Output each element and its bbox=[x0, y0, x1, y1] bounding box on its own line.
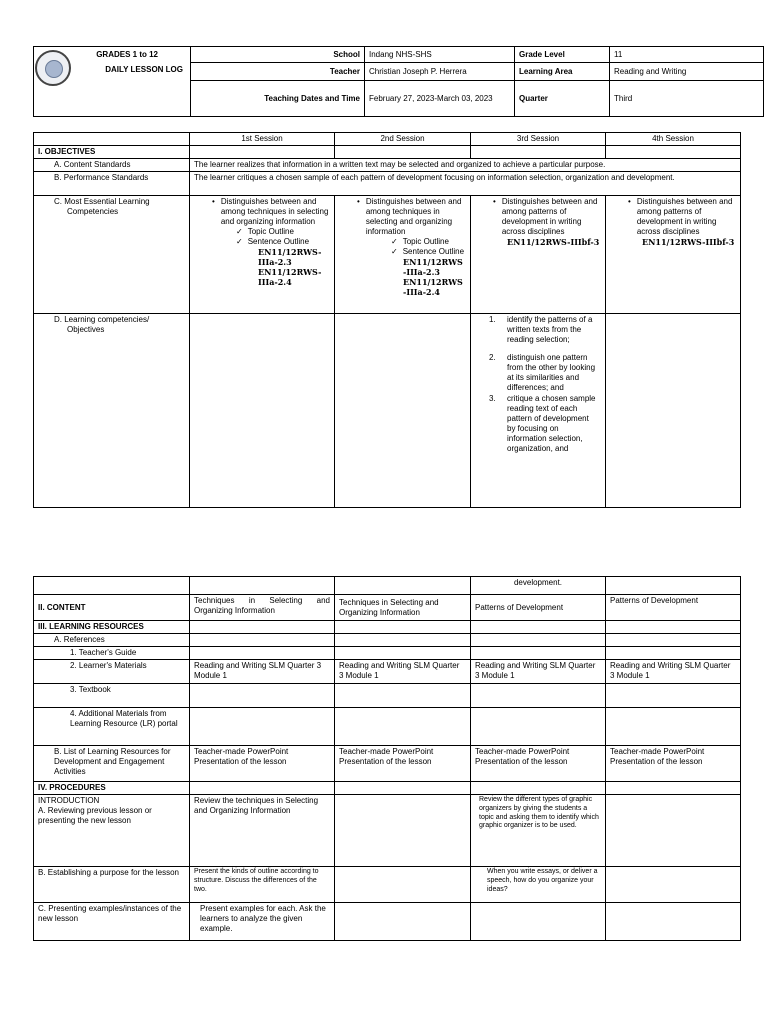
dates-value: February 27, 2023-March 03, 2023 bbox=[365, 81, 515, 117]
content-session-1: Techniques in Selecting and Organizing Information bbox=[190, 595, 335, 621]
references-label: A. References bbox=[34, 634, 190, 647]
list-of-resources-session-1: Teacher-made PowerPoint Presentation of the lesson bbox=[190, 746, 335, 782]
performance-standards-label: B. Performance Standards bbox=[34, 172, 190, 196]
melc-session-4: • Distinguishes between and among patterns of development in writing across disciplines EN11/12RWS-IIIbf-3 bbox=[606, 196, 741, 314]
objective-item-2: 2. distinguish one pattern from the other by looking at its similarities and differences; and bbox=[489, 353, 596, 392]
melc-2-text: Distinguishes between and among techniques in selecting and organizing information bbox=[365, 197, 462, 236]
melc-session-3: • Distinguishes between and among patterns of development in writing across disciplines EN11/12RWS-IIIbf-3 bbox=[471, 196, 606, 314]
melc-1-check-1: Topic Outline bbox=[247, 227, 294, 236]
content-session-3: Patterns of Development bbox=[471, 595, 606, 621]
content-session-2: Techniques in Selecting and Organizing Information bbox=[335, 595, 471, 621]
quarter-label: Quarter bbox=[515, 81, 610, 117]
melc-label bbox=[34, 196, 190, 314]
school-label: School bbox=[191, 47, 365, 63]
reviewing-lesson-label bbox=[34, 795, 190, 867]
learning-competencies-label-line2: Objectives bbox=[67, 325, 105, 334]
learning-objectives-session-3 bbox=[471, 314, 606, 508]
header-title-dll: DAILY LESSON LOG bbox=[105, 65, 183, 74]
header-title-grades: GRADES 1 to 12 bbox=[96, 50, 158, 59]
continued-text: development. bbox=[471, 577, 606, 595]
content-label: II. CONTENT bbox=[34, 595, 190, 621]
textbook-label: 3. Textbook bbox=[34, 684, 190, 708]
melc-session-2: • Distinguishes between and among techniques in selecting and organizing information ✓ Topic Outline ✓ Sentence Outline EN11/12RWS -IIIa-2.3 EN11/12RWS -IIIa-2.4 bbox=[335, 196, 471, 314]
procedures-label: IV. PROCEDURES bbox=[34, 782, 190, 795]
learning-resources-label: III. LEARNING RESOURCES bbox=[34, 621, 190, 634]
list-of-resources-session-2: Teacher-made PowerPoint Presentation of the lesson bbox=[335, 746, 471, 782]
learners-materials-label: 2. Learner's Materials bbox=[34, 660, 190, 684]
melc-2-code: EN11/12RWS -IIIa-2.3 EN11/12RWS -IIIa-2.4 bbox=[403, 257, 463, 297]
objectives-heading: I. OBJECTIVES bbox=[34, 146, 190, 159]
area-label: Learning Area bbox=[515, 63, 610, 81]
melc-3-text: Distinguishes between and among patterns of development in writing across disciplines bbox=[501, 197, 598, 236]
learners-materials-session-1: Reading and Writing SLM Quarter 3 Module 1 bbox=[190, 660, 335, 684]
procedures-table bbox=[33, 576, 741, 941]
learners-materials-session-4: Reading and Writing SLM Quarter 3 Module 1 bbox=[606, 660, 741, 684]
melc-2-check-2: Sentence Outline bbox=[402, 247, 465, 256]
performance-standards-text: The learner critiques a chosen sample of each pattern of development focusing on information selection, organization and development. bbox=[190, 172, 741, 196]
content-session-4: Patterns of Development bbox=[606, 595, 741, 621]
list-of-resources-label: B. List of Learning Resources for Development and Engagement Activities bbox=[34, 746, 190, 782]
melc-4-code: EN11/12RWS-IIIbf-3 bbox=[642, 237, 735, 247]
reviewing-session-3: Review the different types of graphic organizers by giving the students a topic and asking them to identify which graphic organizer is to be used. bbox=[471, 795, 606, 867]
introduction-label: INTRODUCTION bbox=[38, 796, 100, 805]
grade-label: Grade Level bbox=[515, 47, 610, 63]
list-of-resources-session-4: Teacher-made PowerPoint Presentation of the lesson bbox=[606, 746, 741, 782]
header-title-cell bbox=[34, 47, 191, 117]
reviewing-session-1: Review the techniques in Selecting and Organizing Information bbox=[190, 795, 335, 867]
session-header-4: 4th Session bbox=[606, 133, 741, 146]
dates-label: Teaching Dates and Time bbox=[191, 81, 365, 117]
session-header-2: 2nd Session bbox=[335, 133, 471, 146]
objective-item-3: 3. critique a chosen sample reading text of each pattern of development by focusing on information selection, organization, and bbox=[489, 394, 596, 453]
learners-materials-session-2: Reading and Writing SLM Quarter 3 Module 1 bbox=[335, 660, 471, 684]
session-header-3: 3rd Session bbox=[471, 133, 606, 146]
list-of-resources-session-3: Teacher-made PowerPoint Presentation of the lesson bbox=[471, 746, 606, 782]
content-standards-text: The learner realizes that information in a written text may be selected and organized to achieve a particular purpose. bbox=[190, 159, 741, 172]
melc-1-code: EN11/12RWS-IIIa-2.3 EN11/12RWS-IIIa-2.4 bbox=[258, 247, 322, 287]
melc-label-line1: C. Most Essential Learning bbox=[54, 197, 150, 206]
reviewing-lesson-text: A. Reviewing previous lesson or presenting the new lesson bbox=[38, 806, 152, 825]
learning-competencies-label-line1: D. Learning competencies/ bbox=[54, 315, 150, 324]
content-standards-label: A. Content Standards bbox=[34, 159, 190, 172]
session-header-1: 1st Session bbox=[190, 133, 335, 146]
quarter-value: Third bbox=[610, 81, 764, 117]
establishing-purpose-session-1: Present the kinds of outline according to structure. Discuss the differences of the two. bbox=[190, 867, 335, 903]
learners-materials-session-3: Reading and Writing SLM Quarter 3 Module 1 bbox=[471, 660, 606, 684]
melc-label-line2: Competencies bbox=[67, 207, 119, 216]
teachers-guide-label: 1. Teacher's Guide bbox=[34, 647, 190, 660]
presenting-examples-session-1: Present examples for each. Ask the learners to analyze the given example. bbox=[190, 903, 335, 941]
establishing-purpose-session-3: When you write essays, or deliver a speech, how do you organize your ideas? bbox=[471, 867, 606, 903]
melc-1-check-2: Sentence Outline bbox=[247, 237, 310, 246]
additional-materials-label: 4. Additional Materials from Learning Resource (LR) portal bbox=[34, 708, 190, 746]
learning-competencies-label bbox=[34, 314, 190, 508]
melc-session-1: • Distinguishes between and among techniques in selecting and organizing information ✓ Topic Outline ✓ Sentence Outline EN11/12RWS-IIIa-2.3 EN11/12RWS-IIIa-2.4 bbox=[190, 196, 335, 314]
header-table bbox=[33, 46, 764, 117]
presenting-examples-label: C. Presenting examples/instances of the new lesson bbox=[34, 903, 190, 941]
objectives-table bbox=[33, 132, 741, 508]
melc-4-text: Distinguishes between and among patterns of development in writing across disciplines bbox=[636, 197, 733, 236]
establishing-purpose-label: B. Establishing a purpose for the lesson bbox=[34, 867, 190, 903]
teacher-label: Teacher bbox=[191, 63, 365, 81]
melc-3-code: EN11/12RWS-IIIbf-3 bbox=[507, 237, 600, 247]
area-value: Reading and Writing bbox=[610, 63, 764, 81]
grade-value: 11 bbox=[610, 47, 764, 63]
melc-1-text: Distinguishes between and among techniques in selecting and organizing information bbox=[220, 197, 329, 226]
melc-2-check-1: Topic Outline bbox=[402, 237, 449, 246]
teacher-value: Christian Joseph P. Herrera bbox=[365, 63, 515, 81]
school-value: Indang NHS-SHS bbox=[365, 47, 515, 63]
objective-item-1: 1. identify the patterns of a written texts from the reading selection; bbox=[489, 315, 593, 344]
